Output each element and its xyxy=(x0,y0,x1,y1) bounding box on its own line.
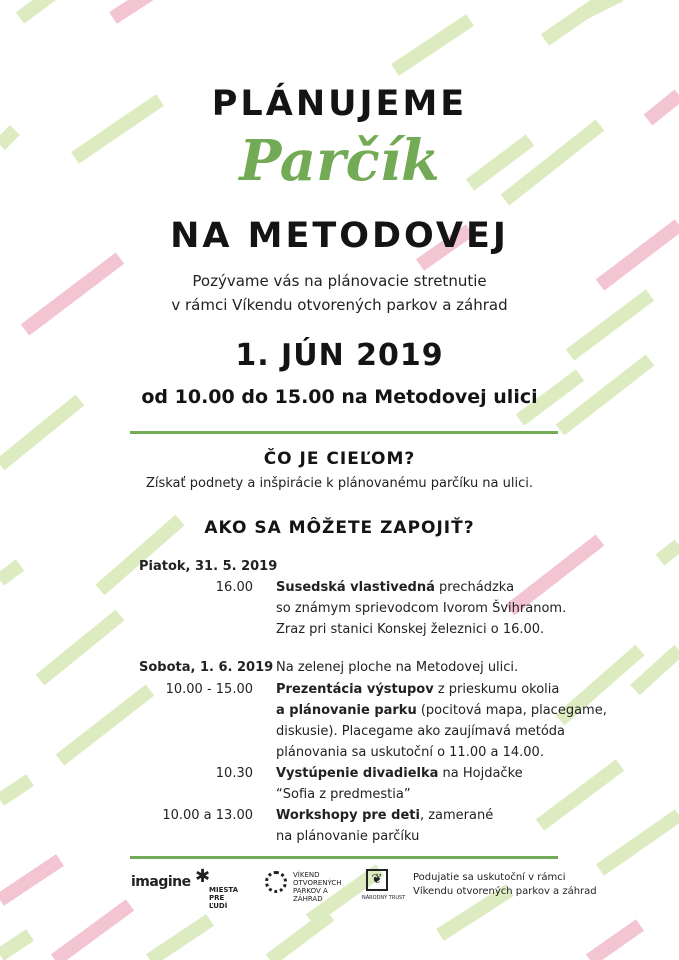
event-text: z prieskumu okolia xyxy=(433,682,560,697)
schedule-time: 10.00 - 15.00 xyxy=(165,682,253,697)
schedule-event-line: diskusie). Placegame ako zaujímavá metóda xyxy=(276,724,566,739)
event-text: prechádzka xyxy=(434,580,515,595)
schedule-day-friday: Piatok, 31. 5. 2019 xyxy=(139,559,278,574)
event-date: 1. JÚN 2019 xyxy=(235,338,444,373)
support-note-line: Víkendu otvorených parkov a záhrad xyxy=(413,886,597,897)
invitation-line-1: Pozývame vás na plánovacie stretnutie xyxy=(192,272,487,290)
support-note-line: Podujatie sa uskutoční v rámci xyxy=(413,872,566,883)
event-highlight: Susedská vlastivedná xyxy=(276,580,435,595)
schedule-event-line: so známym sprievodcom Ivorom Švihranom. xyxy=(276,601,567,616)
schedule-time: 10.30 xyxy=(215,766,253,781)
title-line-3: NA METODOVEJ xyxy=(170,216,509,256)
event-time: od 10.00 do 15.00 na Metodovej ulici xyxy=(141,386,538,408)
logo-text-line: ĽUDÍ xyxy=(209,902,228,910)
goal-text: Získať podnety a inšpirácie k plánovanému parčíku na ulici. xyxy=(145,476,534,491)
vikend-parkov-text xyxy=(293,871,355,903)
miesta-pre-ludi-logo xyxy=(195,868,255,908)
logo-text-line: PARKOV A ZÁHRAD xyxy=(293,887,328,903)
invitation-line-2: v rámci Víkendu otvorených parkov a záhrad xyxy=(171,296,508,314)
event-text: , zamerané xyxy=(419,808,494,823)
title-script-parcik: Parčík xyxy=(239,128,440,194)
trust-emblem-icon: ❦ xyxy=(366,869,388,891)
goal-heading: ČO JE CIEĽOM? xyxy=(263,449,416,469)
event-highlight: Vystúpenie divadielka xyxy=(276,766,439,781)
title-line-1: PLÁNUJEME xyxy=(211,84,468,124)
schedule-time: 10.00 a 13.00 xyxy=(162,808,253,823)
dotted-ring-icon xyxy=(265,871,287,893)
schedule-event xyxy=(276,806,493,826)
schedule-day-saturday: Sobota, 1. 6. 2019 xyxy=(139,660,274,675)
schedule-event xyxy=(276,680,559,700)
schedule-time: 16.00 xyxy=(215,580,253,595)
event-highlight: a plánovanie parku xyxy=(276,703,417,718)
schedule-event-line: “Sofia z predmestia” xyxy=(276,787,411,802)
event-text: na Hojdačke xyxy=(438,766,523,781)
schedule-event-line: Zraz pri stanici Konskej železnici o 16.00. xyxy=(276,622,545,637)
narodny-trust-logo xyxy=(362,869,406,909)
logo-text-line: VÍKEND xyxy=(293,871,320,879)
vikend-parkov-logo xyxy=(265,869,355,905)
logo-text-line: PRE xyxy=(209,894,225,902)
event-highlight: Workshopy pre deti xyxy=(276,808,420,823)
schedule-event xyxy=(276,578,514,598)
miesta-pre-ludi-text xyxy=(209,886,238,910)
schedule-event xyxy=(276,764,523,784)
join-heading: AKO SA MÔŽETE ZAPOJIŤ? xyxy=(204,518,475,538)
narodny-trust-text: NÁRODNÝ TRUST xyxy=(362,895,406,901)
event-text: (pocitová mapa, placegame, xyxy=(416,703,607,718)
event-highlight: Prezentácia výstupov xyxy=(276,682,434,697)
schedule-event-line: plánovania sa uskutoční o 11.00 a 14.00. xyxy=(276,745,544,760)
schedule-event-line: na plánovanie parčíku xyxy=(276,829,420,844)
schedule-event xyxy=(276,701,607,721)
divider-bottom xyxy=(130,856,558,859)
support-note xyxy=(413,871,597,899)
star-icon: ✱ xyxy=(195,866,211,887)
logo-text-line: OTVORENÝCH xyxy=(293,879,342,887)
divider-top xyxy=(130,431,558,434)
imagine-logo: imagine xyxy=(131,874,191,890)
schedule-day-intro: Na zelenej ploche na Metodovej ulici. xyxy=(276,660,519,675)
logo-text-line: MIESTA xyxy=(209,886,239,894)
